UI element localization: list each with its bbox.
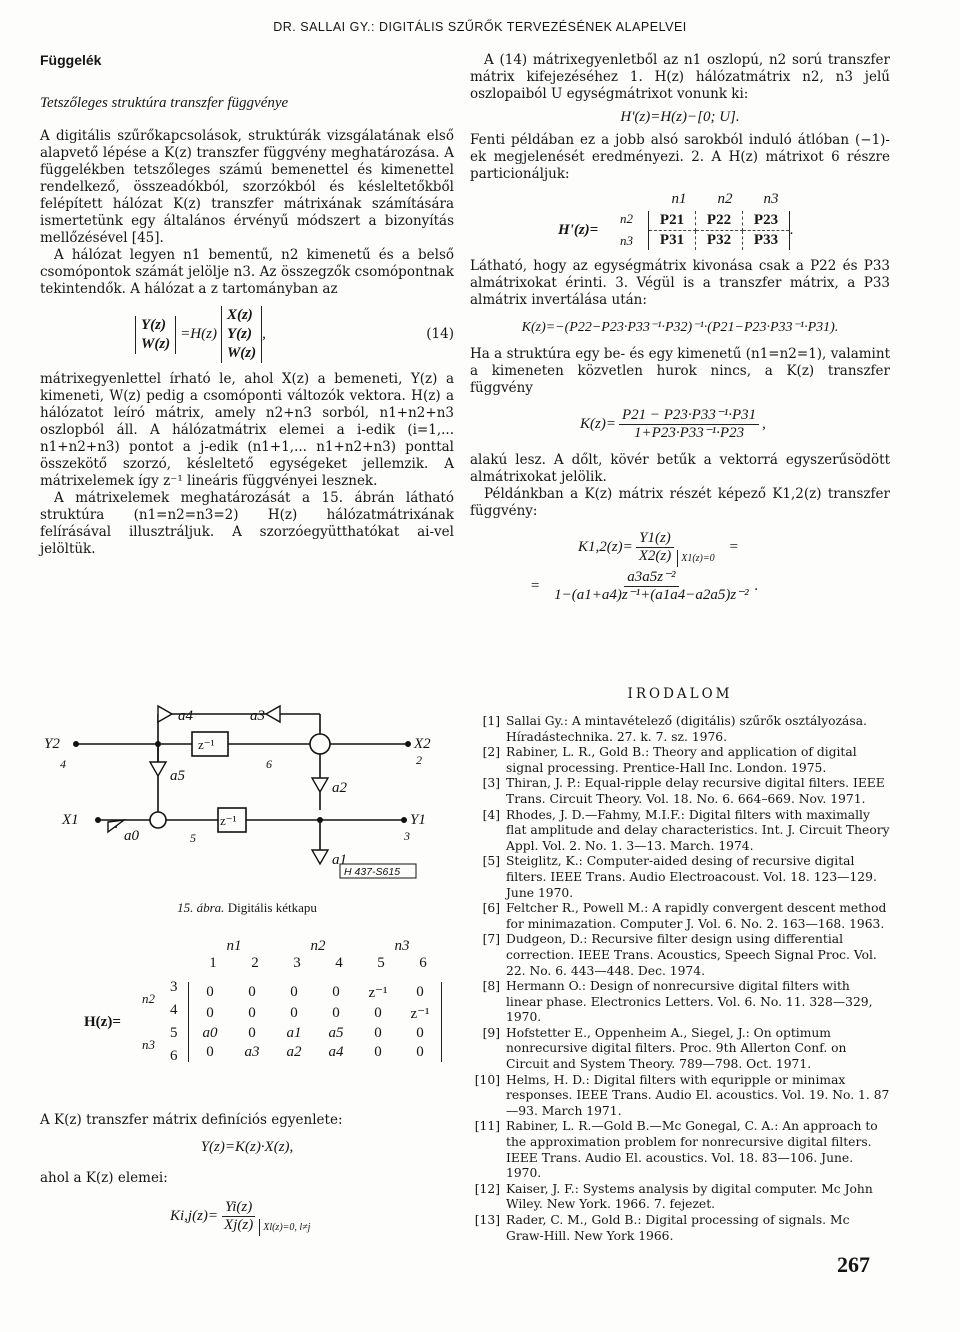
eq14-lhs-y: Y(z): [141, 316, 166, 333]
running-header: DR. SALLAI GY.: DIGITÁLIS SZŰRŐK TERVEZÉSÉNEK ALAPELVEI: [273, 20, 687, 34]
reference-number: [4]: [482, 807, 500, 822]
list-item: [470, 932, 890, 979]
paragraph-r1: A (14) mátrixegyenletből az n1 oszlopú, n2 sorú transzfer mátrix kifejezéséhez 1. H(z) hálózatmátrix n2, n3 jelű oszlopaiból U egységmátrixot vonunk ki:: [470, 52, 890, 102]
table-row: P31 P32 P33: [649, 230, 790, 250]
part-row-n3: n3: [620, 233, 633, 248]
paragraph-r4: Ha a struktúra egy be- és egy kimenetű (n1=n2=1), valamint a kimeneten közvetlen hurok nincs, a K(z) transzfer függvény: [470, 346, 890, 396]
list-item: [470, 1119, 890, 1181]
list-item: [470, 745, 890, 776]
page-number: 267: [837, 1252, 870, 1277]
reference-text: Rabiner, L. R., Gold B.: Theory and application of digital signal processing. Prentice-Hall Inc. London. 1975.: [506, 745, 857, 775]
kij-fraction: [221, 1199, 256, 1234]
partition-block: [470, 191, 890, 252]
paragraph-r2: Fenti példában ez a jobb alsó sarokból induló átlóban (−1)-ek megjelenését eredményezi. 2. A H(z) mátrixot 6 részre particionáljuk:: [470, 132, 890, 182]
k2-denominator: 1+P23·P33⁻¹·P23: [634, 425, 745, 441]
k12-fraction: [636, 530, 675, 565]
right-column: [470, 52, 890, 606]
h-row-indices: [170, 976, 188, 1068]
eq14-h: =H(z): [180, 326, 217, 342]
h-row-3: 3: [170, 979, 178, 995]
figure-caption: [40, 900, 454, 916]
equation-k12: K1,2(z)= $\frac{Y1(z)}{X2(z)}$ X1(z)=0 =: [470, 528, 890, 567]
h-matrix-table: [188, 982, 442, 1062]
reference-text: Sallai Gy.: A mintavételező (digitális) szűrők osztályozása. Híradástechnika. 27. k. 7. sz. 1976.: [506, 714, 867, 744]
list-item: [470, 1213, 890, 1244]
list-item: [470, 901, 890, 932]
node-6: 6: [266, 757, 272, 771]
kij-denominator: Xj(z): [224, 1217, 254, 1233]
k2-numerator: P21 − P23·P33⁻¹·P31: [619, 407, 759, 425]
node-5: 5: [190, 831, 196, 845]
reference-text: Kaiser, J. F.: Systems analysis by digital computer. Mc John Wiley. New York. 1966. 7. fejezet.: [506, 1181, 873, 1212]
reference-text: Hofstetter E., Oppenheim A., Siegel, J.: On optimum nonrecursive digital filters. Proc. 9th Allerton Conf. on Circuit and System Theory. 789—798. Oct. 1971.: [506, 1025, 847, 1072]
label-a5: a5: [170, 768, 185, 784]
reference-text: Rabiner, L. R.—Gold B.—Mc Gonegal, C. A.: An approach to the approximation problem for nonrecursive digital filters. IEEE Trans. Audio El. acoustics. Vol. 18. 83—106. June. 1970.: [506, 1119, 878, 1181]
left-bottom: [40, 1112, 454, 1242]
references-title: IRODALOM: [627, 686, 733, 702]
list-item: [470, 979, 890, 1026]
partition-rows: [620, 208, 648, 252]
k2-fraction: [619, 407, 759, 442]
reference-number: [7]: [482, 932, 500, 947]
paragraph-matrix: mátrixegyenlettel írható le, ahol X(z) a bemeneti, Y(z) a kimeneti, W(z) pedig a csomóponti változók vektora. H(z) a hálózatot leíró mátrix, amely n2+n3 sorból, n1+n2+n3 oszlopból áll. A hálózatmátrix elemei a i-edik (i=1,... n1+n2+n3) pontot a j-edik (n1+1,... n1+n2+n3) ponttal összekötő szorzó, késleltető egységeket jellemzik. A mátrixelemek így z⁻¹ lineáris függvényei lesznek.: [40, 371, 454, 489]
paragraph-r5: alakú lesz. A dőlt, kövér betűk a vektorrá egyszerűsödött almátrixokat jelölik.: [470, 452, 890, 485]
equation-14: Y(z) W(z) =H(z) X(z) Y(z) W(z) , (14): [40, 306, 454, 363]
reference-number: [1]: [482, 714, 500, 728]
reference-text: Helms, H. D.: Digital filters with equripple or minimax responses. IEEE Trans. Audio El. acoustics. Vol. 19. No. 1. 87—93. March 1971.: [506, 1072, 890, 1118]
h-col-4: 4: [335, 955, 343, 971]
references: [470, 686, 890, 1244]
eq14-rhs-vector: [221, 306, 262, 363]
reference-number: [13]: [474, 1213, 500, 1227]
node-4: 4: [60, 757, 66, 771]
list-item: [470, 1026, 890, 1073]
k12-numerator: Y1(z): [636, 530, 674, 548]
h-col-5: 5: [377, 955, 385, 971]
k12-denominator: X2(z): [638, 548, 672, 564]
list-item: [470, 808, 890, 855]
k12-result-fraction: [551, 569, 751, 604]
paragraph-intro: A digitális szűrőkapcsolások, struktúrák vizsgálatának első alapvető lépése a K(z) transzfer függvény meghatározása. A függelékben tetszőleges számú bemenettel és kimenettel rendelkező, összeadókból, szorzókból és késleltetőkből felépített hálózat K(z) transzfer mátrixának számítására ismertetünk egy általános érvényű módszert a bizonyítás mellőzésével [45].: [40, 128, 454, 246]
left-column: [40, 52, 454, 558]
h-matrix-block: [84, 938, 444, 1068]
equation-hprime: H'(z)=H(z)−[0; U].: [620, 109, 740, 125]
label-x1-in: X1: [62, 812, 79, 828]
label-z1: z⁻¹: [198, 737, 215, 752]
reference-number: [3]: [482, 776, 500, 791]
label-z2: z⁻¹: [220, 813, 237, 828]
figure-caption-text: Digitális kétkapu: [224, 900, 317, 915]
h-col-1: 1: [209, 955, 217, 971]
equation-kij: [40, 1197, 454, 1236]
reference-number: [6]: [482, 901, 500, 916]
equation-k12-result: = $\frac{\text{a3a5z⁻²}}{\text{1−(a1+a4)z⁻¹+(a1a4−a2a5)z⁻²}}$ .: [530, 569, 759, 603]
table-row: 0 0 0 0 0 z⁻¹: [206, 1005, 430, 1022]
partition-table: [648, 211, 790, 250]
kij-lhs: Ki,j(z)=: [170, 1208, 219, 1224]
reference-text: Steiglitz, K.: Computer-aided desing of recursive digital filters. IEEE Trans. Audio Electroacoust. Vol. 18. 123—129. June 1970.: [506, 854, 877, 900]
label-a2: a2: [332, 780, 347, 796]
part-row-n2: n2: [620, 211, 633, 226]
part-col-n1: n1: [671, 191, 687, 207]
reference-number: [5]: [482, 854, 500, 869]
figure-caption-number: 15. ábra.: [177, 900, 225, 915]
kij-condition: Xl(z)=0, l≠j: [259, 1219, 310, 1236]
label-y2-in: Y2: [44, 736, 60, 752]
partition-body: H'(z)= n2 n3 P21 P22 P23 P31 P32 P33 .: [470, 208, 890, 252]
table-row: 0 0 0 0 z⁻¹ 0: [206, 984, 424, 1001]
part-col-n3: n3: [763, 191, 779, 207]
k12-condition: X1(z)=0: [677, 550, 714, 567]
equation-k2: K(z)= $\frac{\text{P21 − P23·P33⁻¹·P31}}{\text{1+P23·P33⁻¹·P23}}$ ,: [580, 407, 766, 441]
k12-result-denominator: 1−(a1+a4)z⁻¹+(a1a4−a2a5)z⁻²: [554, 587, 749, 603]
paragraph-k-def: A K(z) transzfer mátrix definíciós egyenlete:: [40, 1112, 343, 1128]
section-title: Függelék: [40, 52, 102, 68]
h-col-2: 2: [251, 955, 259, 971]
reference-text: Rhodes, J. D.—Fahmy, M.I.F.: Digital filters with maximally flat amplitude and delay characteristics. Int. J. Circuit Theory Appl. Vol. 2. No. 1. 3—13. March. 1974.: [506, 807, 890, 853]
table-row: a0 0 a1 a5 0 0: [202, 1025, 424, 1041]
list-item: [470, 776, 890, 807]
reference-text: Thiran, J. P.: Equal-ripple delay recursive digital filters. IEEE Trans. Circuit Theory. Vol. 18. No. 6. 664–669. Nov. 1971.: [506, 776, 885, 806]
reference-text: Feltcher R., Powell M.: A rapidly convergent descent method for minimazation. Computer J. Vol. 6. No. 2. 163—168. 1963.: [506, 901, 887, 931]
eq14-lhs-vector: [135, 316, 176, 354]
h-matrix-col-indices: [84, 955, 444, 972]
label-a1: a1: [332, 852, 347, 868]
paragraph-r3: Látható, hogy az egységmátrix kivonása csak a P22 és P33 almátrixokat érinti. 3. Végül is a transzfer mátrix, a P33 almátrix invertálása után:: [470, 258, 890, 308]
reference-number: [10]: [474, 1072, 500, 1087]
node-2: 2: [416, 753, 422, 767]
reference-text: Dudgeon, D.: Recursive filter design using differential correction. IEEE Trans. Acoustics, Speech Signal Proc. Vol. 22. No. 6. 443—448. Dec. 1974.: [506, 932, 877, 978]
figure-stamp: H 437-S615: [344, 866, 401, 878]
label-x2-out: X2: [414, 736, 431, 752]
h-row-5: 5: [170, 1025, 178, 1041]
label-a3: a3: [250, 708, 265, 724]
eq14-rhs-y: Y(z): [226, 326, 252, 342]
label-a4: a4: [178, 708, 193, 724]
node-3: 3: [404, 829, 410, 843]
list-item: [470, 714, 890, 745]
h-col-3: 3: [293, 955, 301, 971]
reference-number: [12]: [474, 1181, 500, 1196]
k2-lhs: K(z)=: [580, 416, 616, 432]
figure-15: [40, 700, 454, 915]
paragraph-example: A mátrixelemek meghatározását a 15. ábrán látható struktúra (n1=n2=n3=2) H(z) hálózatmátrixának felírásával illusztráljuk. A szorzóegyütthatókat ai-vel jelöltük.: [40, 490, 454, 557]
reference-number: [9]: [482, 1025, 500, 1040]
kij-numerator: Yi(z): [222, 1199, 255, 1217]
circuit-diagram: [40, 700, 454, 900]
paragraph-network: A hálózat legyen n1 bementű, n2 kimenetű és a belső csomópontok számát jelölje n3. Az összegzők csomópontnak tekintendők. A hálózat a z tartományban az: [40, 247, 454, 297]
h-group-n1: n1: [226, 938, 242, 954]
eq14-rhs-x: X(z): [226, 307, 253, 323]
h-matrix-body: [84, 976, 444, 1068]
list-item: [470, 854, 890, 901]
subsection-title: Tetszőleges struktúra transzfer függvénye: [40, 95, 289, 111]
paragraph-r6: Példánkban a K(z) mátrix részét képező K1,2(z) transzfer függvény:: [470, 486, 890, 519]
h-row-4: 4: [170, 1002, 178, 1018]
k12-lhs: K1,2(z)=: [578, 539, 633, 555]
reference-text: Rader, C. M., Gold B.: Digital processing of signals. Mc Graw-Hill. New York 1966.: [506, 1213, 850, 1243]
label-y1-out: Y1: [410, 812, 426, 828]
paragraph-k-elements: ahol a K(z) elemei:: [40, 1170, 168, 1186]
partition-label: H'(z)=: [558, 221, 599, 238]
table-row: P21 P22 P23: [649, 211, 790, 231]
reference-number: [8]: [482, 979, 500, 994]
reference-text: Hermann O.: Design of nonrecursive digital filters with linear phase. Electronics Letters. Vol. 6. No. 11. 328—329, 1970.: [506, 979, 873, 1025]
h-matrix-groups: [84, 938, 444, 955]
reference-number: [2]: [482, 745, 500, 760]
equation-k-def: Y(z)=K(z)·X(z),: [200, 1139, 294, 1155]
h-rowgroup-n2: n2: [142, 991, 155, 1006]
references-list: [470, 714, 890, 1244]
list-item: [470, 1073, 890, 1120]
h-group-n2: n2: [310, 938, 326, 954]
eq14-rhs-w: W(z): [226, 345, 257, 361]
reference-number: [11]: [474, 1119, 500, 1134]
list-item: [470, 1182, 890, 1213]
h-group-n3: n3: [394, 938, 410, 954]
eq14-lhs-w: W(z): [141, 335, 171, 352]
h-row-6: 6: [170, 1048, 178, 1064]
h-row-groups: [142, 976, 170, 1068]
k12-result-numerator: a3a5z⁻²: [624, 569, 678, 587]
equation-k: K(z)=−(P22−P23·P33⁻¹·P32)⁻¹·(P21−P23·P33⁻¹·P31).: [521, 320, 839, 335]
h-rowgroup-n3: n3: [142, 1037, 155, 1052]
h-col-6: 6: [419, 955, 427, 971]
label-a0: a0: [124, 828, 139, 844]
table-row: 0 a3 a2 a4 0 0: [206, 1044, 424, 1060]
part-col-n2: n2: [717, 191, 733, 207]
h-matrix-label: H(z)=: [84, 1013, 121, 1030]
partition-cols: [470, 191, 890, 208]
eq14-number: (14): [426, 326, 454, 342]
